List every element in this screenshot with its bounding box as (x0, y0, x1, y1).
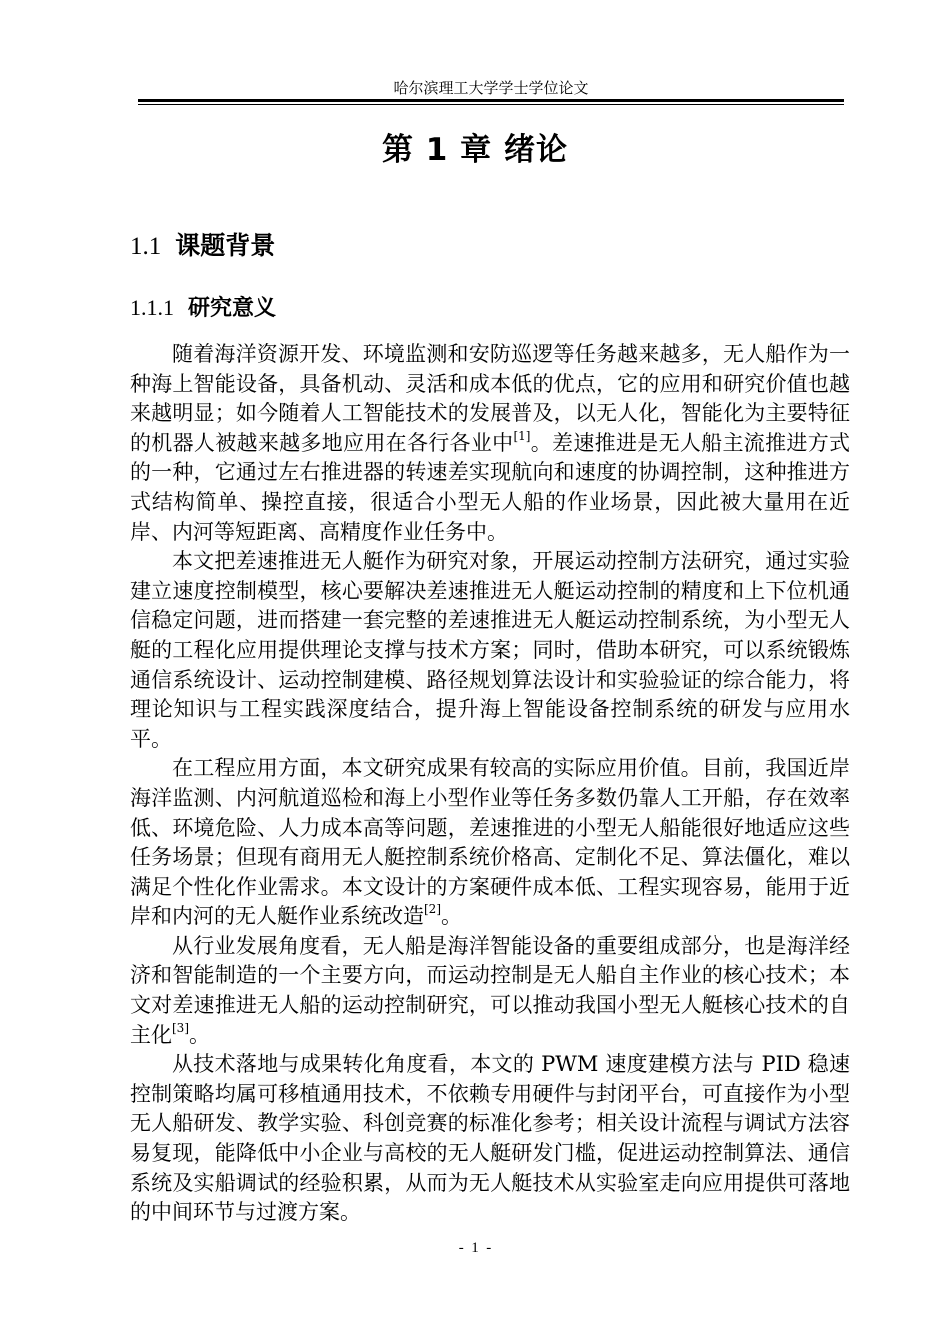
paragraph-text: 在工程应用方面，本文研究成果有较高的实际应用价值。目前，我国近岸海洋监测、内河航道巡检和海上小型作业等任务多数仍靠人工开船，存在效率低、环境危险、人力成本高等问题，差速推进的小型无人船能很好地适应这些任务场景；但现有商用无人艇控制系统价格高、定制化不足、算法僵化，难以满足个性化作业需求。本文设计的方案硬件成本低、工程实现容易，能用于近岸和内河的无人艇作业系统改造 (130, 756, 850, 929)
body-text (130, 340, 850, 1228)
paragraph-text: 从行业发展角度看，无人船是海洋智能设备的重要组成部分，也是海洋经济和智能制造的一个主要方向，而运动控制是无人船自主作业的核心技术；本文对差速推进无人船的运动控制研究，可以推动我国小型无人艇核心技术的自主化 (130, 933, 850, 1047)
section-heading (130, 228, 275, 265)
header-rule-thick (138, 99, 844, 102)
chapter-title: 第 1 章 绪论 (382, 132, 568, 168)
subsection-heading (130, 292, 276, 325)
paragraph (130, 754, 850, 932)
subsection-title: 研究意义 (188, 296, 277, 321)
header-rule-thin (138, 104, 844, 105)
paragraph (130, 1050, 850, 1228)
paragraph (130, 340, 850, 547)
section-title: 课题背景 (175, 231, 276, 260)
subsection-number: 1.1.1 (130, 295, 174, 320)
paragraph-text: 随着海洋资源开发、环境监测和安防巡逻等任务越来越多，无人船作为一种海上智能设备，具备机动、灵活和成本低的优点，它的应用和研究价值也越来越明显；如今随着人工智能技术的发展普及，以无人化，智能化为主要特征的机器人被越来越多地应用在各行各业中 (130, 342, 850, 455)
paragraph (130, 932, 850, 1050)
paragraph-text: 。 (189, 1022, 210, 1047)
paragraph-text: 从技术落地与成果转化角度看，本文的 PWM 速度建模方法与 PID 稳速控制策略均属可移植通用技术，不依赖专用硬件与封闭平台，可直接作为小型无人船研发、教学实验、科创竞赛的标准化参考；相关设计流程与调试方法容易复现，能降低中小企业与高校的无人艇研发门槛，促进运动控制算法、通信系统及实船调试的经验积累，从而为无人艇技术从实验室走向应用提供可落地的中间环节与过渡方案。 (130, 1052, 850, 1225)
citation-ref: [3] (172, 1020, 189, 1035)
paragraph (130, 547, 850, 754)
page-number: - 1 - (458, 1240, 492, 1256)
paragraph-text: 。 (441, 904, 462, 929)
running-header: 哈尔滨理工大学学士学位论文 (393, 79, 589, 97)
paragraph-text: 本文把差速推进无人艇作为研究对象，开展运动控制方法研究，通过实验建立速度控制模型，核心要解决差速推进无人艇运动控制的精度和上下位机通信稳定问题，进而搭建一套完整的差速推进无人艇运动控制系统，为小型无人艇的工程化应用提供理论支撑与技术方案；同时，借助本研究，可以系统锻炼通信系统设计、运动控制建模、路径规划算法设计和实验验证的综合能力，将理论知识与工程实践深度结合，提升海上智能设备控制系统的研发与应用水平。 (130, 549, 850, 751)
citation-ref: [2] (424, 902, 441, 917)
section-number: 1.1 (130, 233, 162, 260)
paragraph-text: 。差速推进是无人船主流推进方式的一种，它通过左右推进器的转速差实现航向和速度的协调控制，这种推进方式结构简单、操控直接，很适合小型无人船的作业场景，因此被大量用在近岸、内河等短距离、高精度作业任务中。 (130, 430, 850, 544)
citation-ref: [1] (513, 428, 531, 443)
